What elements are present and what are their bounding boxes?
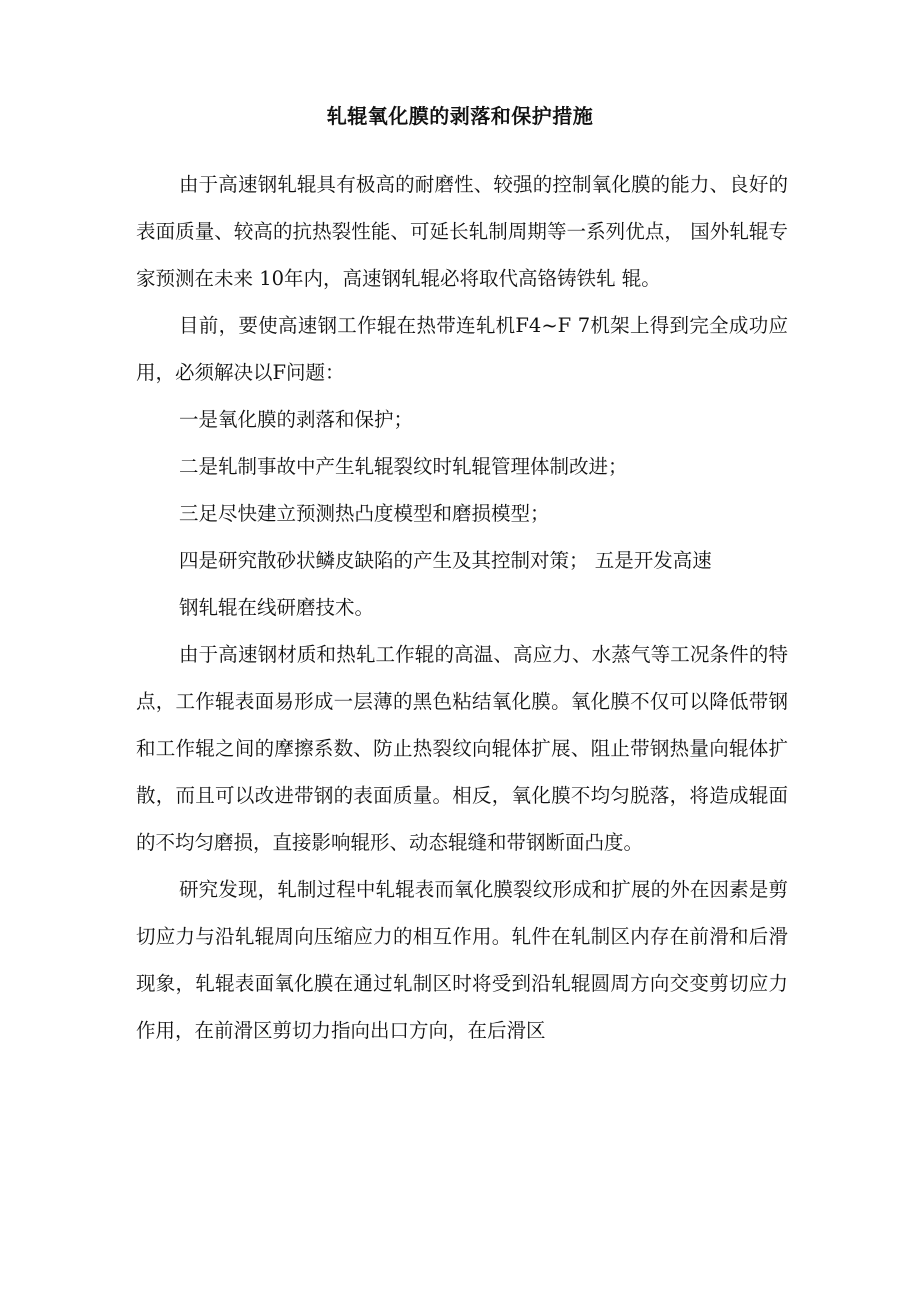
list-item-4-5: 四是研究散砂状鳞皮缺陷的产生及其控制对策； 五是开发高速 — [179, 549, 712, 572]
document-title: 轧辊氧化膜的剥落和保护措施 — [326, 104, 594, 128]
list-item-1: 一是氧化膜的剥落和保护； — [179, 408, 414, 431]
paragraph-oxide-film: 由于高速钢材质和热轧工作辊的高温、高应力、水蒸气等工况条件的特点，工作辊表面易形成一层薄的黑色粘结氧化膜。氧化膜不仅可以降低带钢和工作辊之间的摩擦系数、防止热裂纹向辊体扩展、阻止带钢热量向辊体扩散，而且可以改进带钢的表面质量。相反，氧化膜不均匀脱落，将造成辊面的不均匀磨损，直接影响辊形、动态辊缝和带钢断面凸度。 — [136, 643, 788, 854]
paragraph-research: 研究发现，轧制过程中轧辊表而氧化膜裂纹形成和扩展的外在因素是剪切应力与沿轧辊周向压缩应力的相互作用。轧件在轧制区内存在前滑和后滑现象，轧辊表面氧化膜在通过轧制区时将受到沿轧辊圆周方向交变剪切应力作用，在前滑区剪切力指向出口方向，在后滑区 — [136, 878, 788, 1042]
list-item-3: 三足尽快建立预测热凸度模型和磨损模型； — [179, 502, 550, 525]
list-item-5-cont: 钢轧辊在线研磨技术。 — [179, 596, 375, 619]
document-body — [136, 161, 788, 1054]
list-item-2: 二是轧制事故中产生轧辊裂纹时轧辊管理体制改进； — [179, 455, 628, 478]
paragraph-problems-lead: 目前，要使高速钢工作辊在热带连轧机F4~F 7机架上得到完全成功应用，必须解决以F问题： — [136, 314, 788, 384]
paragraph-intro: 由于高速钢轧辊具有极高的耐磨性、较强的控制氧化膜的能力、良好的表面质量、较高的抗热裂性能、可延长轧制周期等一系列优点， 国外轧辊专家预测在未来 10年内，高速钢轧辊必将取代高铬铸铁轧 辊。 — [136, 173, 788, 290]
